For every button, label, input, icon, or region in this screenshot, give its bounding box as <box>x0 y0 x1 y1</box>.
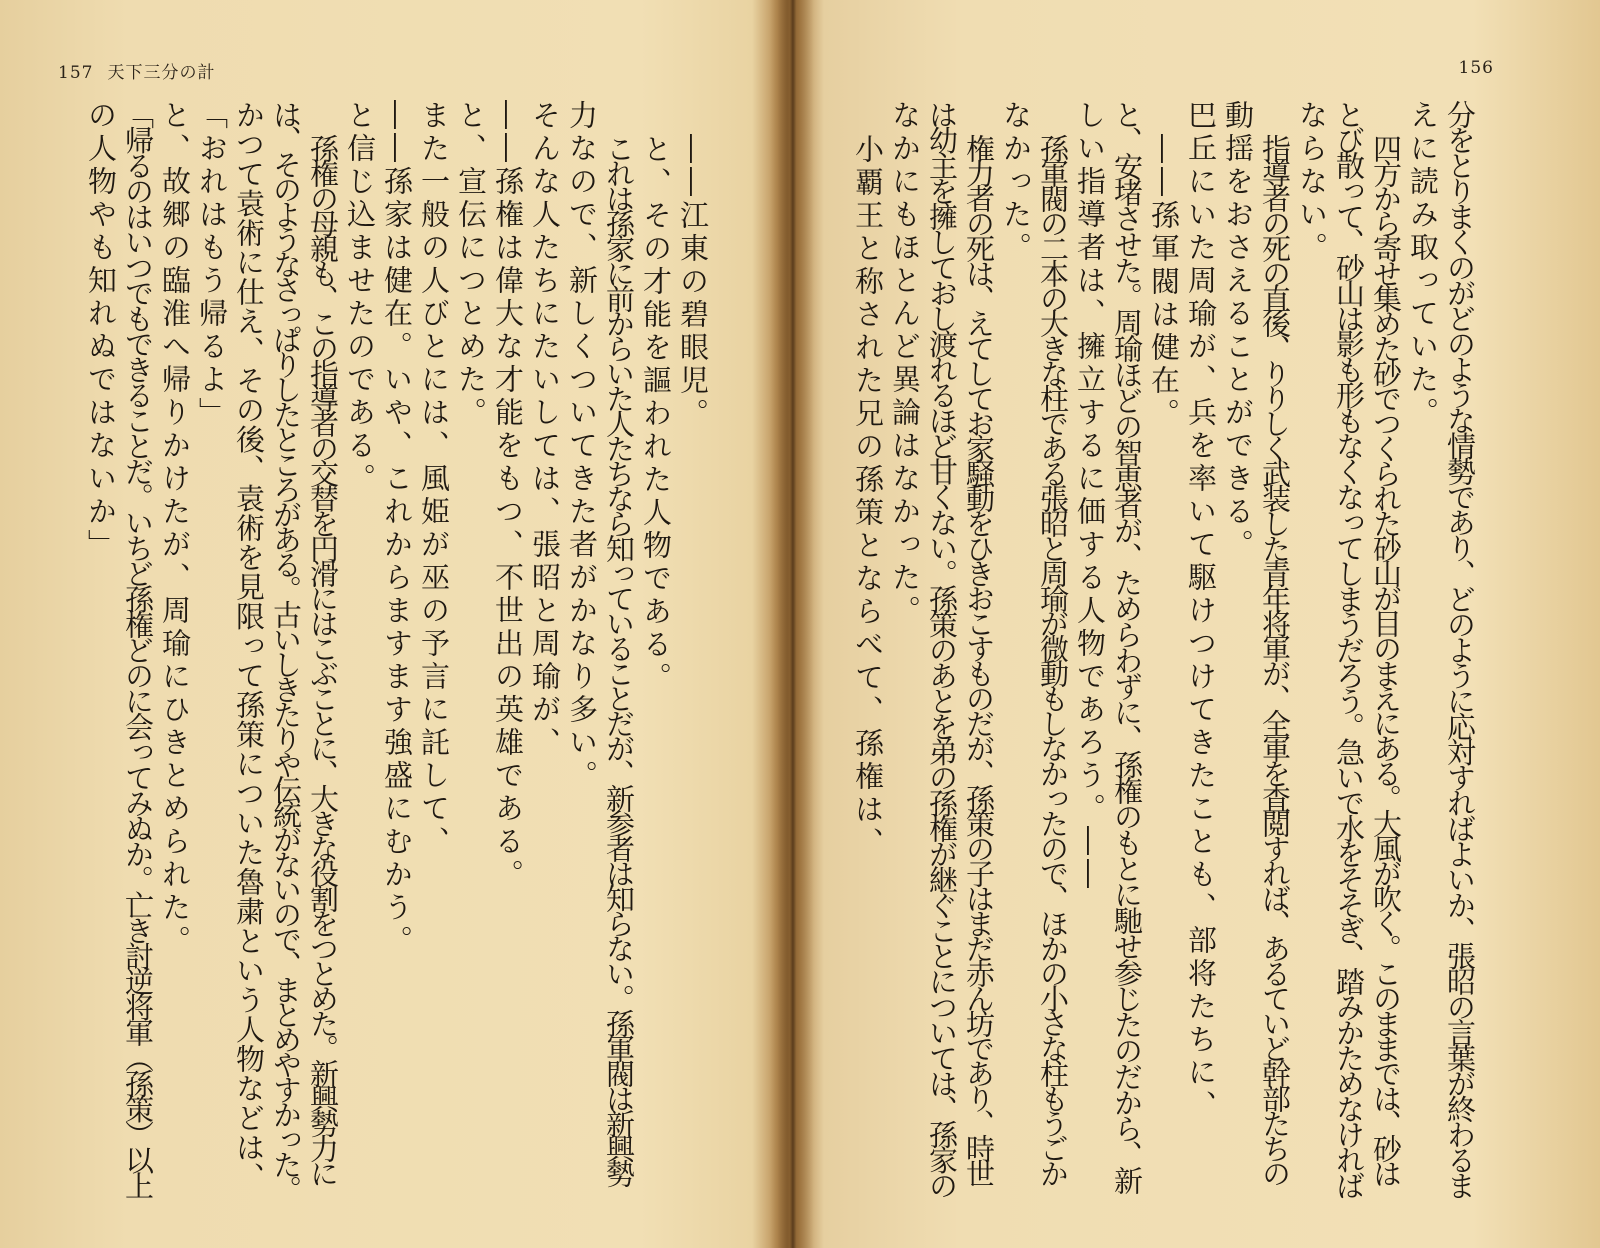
text-line: 動揺をおさえることができる。 <box>1221 100 1255 562</box>
text-line: 小覇王と称された兄の孫策とならべて、孫権は、 <box>851 134 885 860</box>
text-line: 権力者の死は、えてしてお家騒動をひきおこすものだが、孫策の子はまだ赤ん坊であり、時世 <box>962 134 996 1184</box>
text-line: また一般の人びとには、風姫が巫の予言に託して、 <box>417 100 451 859</box>
text-line: ――孫家は健在。いや、これからますます強盛にむかう。 <box>380 100 414 958</box>
text-line: の人物やも知れぬではないか」 <box>84 100 118 562</box>
running-title: 天下三分の計 <box>107 63 216 83</box>
right-page-number: 156 <box>1458 58 1494 78</box>
text-line: 力なので、新しくついてきた者がかなり多い。 <box>565 100 599 793</box>
text-line: と信じ込ませたのである。 <box>343 100 377 496</box>
text-line: と、安堵させた。周瑜ほどの智恵者が、ためらわずに、孫権のもとに馳せ参じたのだから、新 <box>1110 100 1144 1192</box>
text-line: 指導者の死の直後、りりしく武装した青年将軍が、全軍を査閲すれば、あるていど幹部たちの <box>1258 134 1292 1184</box>
text-line: なかった。 <box>999 100 1033 265</box>
text-line: 四方から寄せ集めた砂でつくられた砂山が目のまえにある。大風が吹く。このままでは、砂は <box>1369 134 1403 1184</box>
text-line: これは孫家に前からいた人たちなら知っていることだが、新参者は知らない。孫軍閥は新興勢 <box>602 134 636 1184</box>
text-line: と、宣伝につとめた。 <box>454 100 488 430</box>
text-line: ならない。 <box>1295 100 1329 265</box>
text-line: 孫軍閥の二本の大きな柱である張昭と周瑜が微動もしなかったので、ほかの小さな柱もうごか <box>1036 134 1070 1184</box>
text-line: は、そのようなさっぱりしたところがある。古いしきたりや伝統がないので、まとめやすかった。 <box>269 100 303 1200</box>
text-line: 「帰るのはいつでもできることだ。いちど孫権どのに会ってみぬか。亡き討逆将軍（孫策）以上 <box>121 100 155 1197</box>
text-line: ――江東の碧眼児。 <box>676 134 710 431</box>
text-line: は幼主を擁しておし渡れるほど甘くない。孫策のあとを弟の孫権が継ぐことについては、孫家の <box>925 100 959 1197</box>
text-line: と、故郷の臨淮へ帰りかけたが、周瑜にひきとめられた。 <box>158 100 192 958</box>
text-line: かつて袁術に仕え、その後、袁術を見限って孫策についた魯粛という人物などは、 <box>232 100 266 1192</box>
text-line: 孫権の母親も、この指導者の交替を円滑にはこぶことに、大きな役割をつとめた。新興勢力に <box>306 134 340 1184</box>
text-line: ――孫軍閥は健在。 <box>1147 134 1181 431</box>
left-page-header <box>58 58 215 83</box>
text-line: と、その才能を謳われた人物である。 <box>639 134 673 695</box>
text-line: 巴丘にいた周瑜が、兵を率いて駆けつけてきたことも、部将たちに、 <box>1184 100 1218 1123</box>
text-line: 分をとりまくのがどのような情勢であり、どのように応対すればよいか、張昭の言葉が終わるま <box>1443 100 1477 1197</box>
left-page-number: 157 <box>58 63 94 83</box>
right-page <box>812 0 1600 1248</box>
text-line: そんな人たちにたいしては、張昭と周瑜が、 <box>528 100 562 760</box>
left-page <box>0 0 780 1248</box>
right-page-header <box>1459 58 1508 78</box>
text-line: なかにもほとんど異論はなかった。 <box>888 100 922 628</box>
text-line: しい指導者は、擁立するに価する人物であろう。―― <box>1073 100 1107 892</box>
text-line: とび散って、砂山は影も形もなくなってしまうだろう。急いで水をそそぎ、踏みかためなければ <box>1332 100 1366 1197</box>
text-line: えに読み取っていた。 <box>1406 100 1440 430</box>
text-line: ――孫権は偉大な才能をもつ、不世出の英雄である。 <box>491 100 525 892</box>
text-line: 「おれはもう帰るよ」 <box>195 100 229 430</box>
